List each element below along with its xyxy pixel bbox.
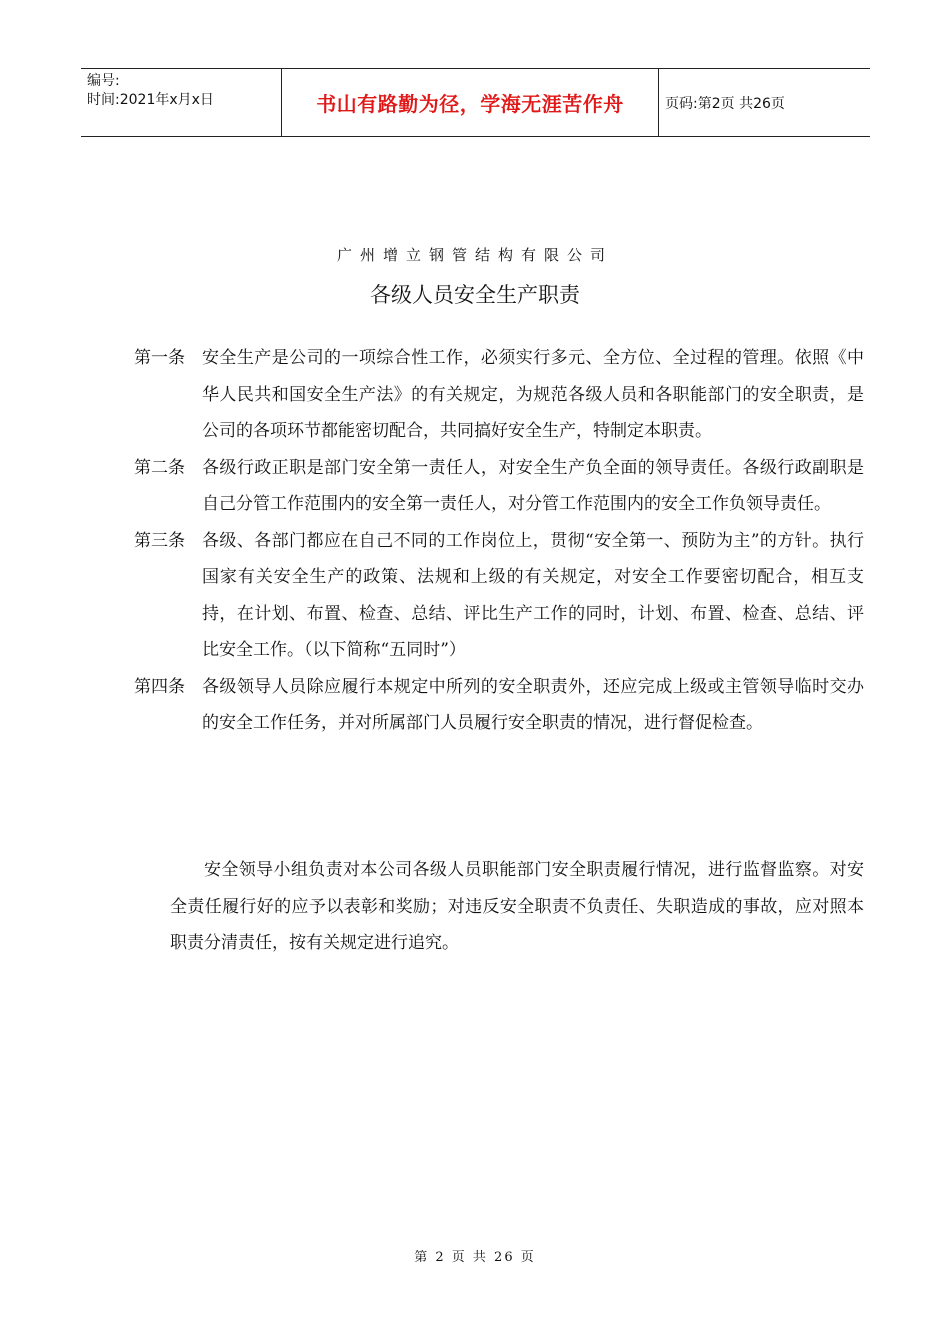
document-number-label: 编号:	[87, 73, 120, 89]
clause-text: 安全生产是公司的一项综合性工作，必须实行多元、全方位、全过程的管理。依照《中华人民共和国安全生产法》的有关规定，为规范各级人员和各职能部门的安全职责，是公司的各项环节都能密切配合，共同搞好安全生产，特制定本职责。	[202, 348, 864, 441]
header-motto-cell	[281, 69, 659, 136]
closing-paragraph: 安全领导小组负责对本公司各级人员职能部门安全职责履行情况，进行监督监察。对安全责任履行好的应予以表彰和奖励；对违反安全职责不负责任、失职造成的事故，应对照本职责分清责任，按有关规定进行追究。	[170, 860, 864, 953]
clause-1	[134, 340, 864, 450]
clause-text: 各级领导人员除应履行本规定中所列的安全职责外，还应完成上级或主管领导临时交办的安全工作任务，并对所属部门人员履行安全职责的情况，进行督促检查。	[202, 676, 864, 733]
clause-2	[134, 450, 864, 523]
page-footer: 第 2 页 共 26 页	[414, 1250, 536, 1265]
clause-text: 各级行政正职是部门安全第一责任人，对安全生产负全面的领导责任。各级行政副职是自己分管工作范围内的安全第一责任人，对分管工作范围内的安全工作负领导责任。	[202, 457, 864, 514]
page-header	[81, 68, 870, 137]
clause-4	[134, 669, 864, 742]
document-title: 各级人员安全生产职责	[370, 283, 580, 307]
clause-text: 各级、各部门都应在自己不同的工作岗位上，贯彻“安全第一、预防为主”的方针。执行国家有关安全生产的政策、法规和上级的有关规定，对安全工作要密切配合，相互支持，在计划、布置、检查、总结、评比生产工作的同时，计划、布置、检查、总结、评比安全工作。（以下简称“五同时”）	[202, 530, 864, 660]
header-meta	[81, 69, 281, 136]
clause-label: 第四条	[134, 676, 185, 697]
clause-label: 第三条	[134, 530, 185, 551]
document-time-label: 时间:2021年x月x日	[87, 92, 214, 108]
company-name: 广州增立钢管结构有限公司	[336, 246, 613, 264]
clause-list	[134, 340, 864, 742]
header-page-info: 页码:第2页 共26页	[665, 95, 785, 112]
header-motto: 书山有路勤为径，学海无涯苦作舟	[316, 92, 624, 116]
clause-label: 第一条	[134, 348, 185, 368]
clause-label: 第二条	[134, 457, 185, 478]
clause-3	[134, 523, 864, 669]
